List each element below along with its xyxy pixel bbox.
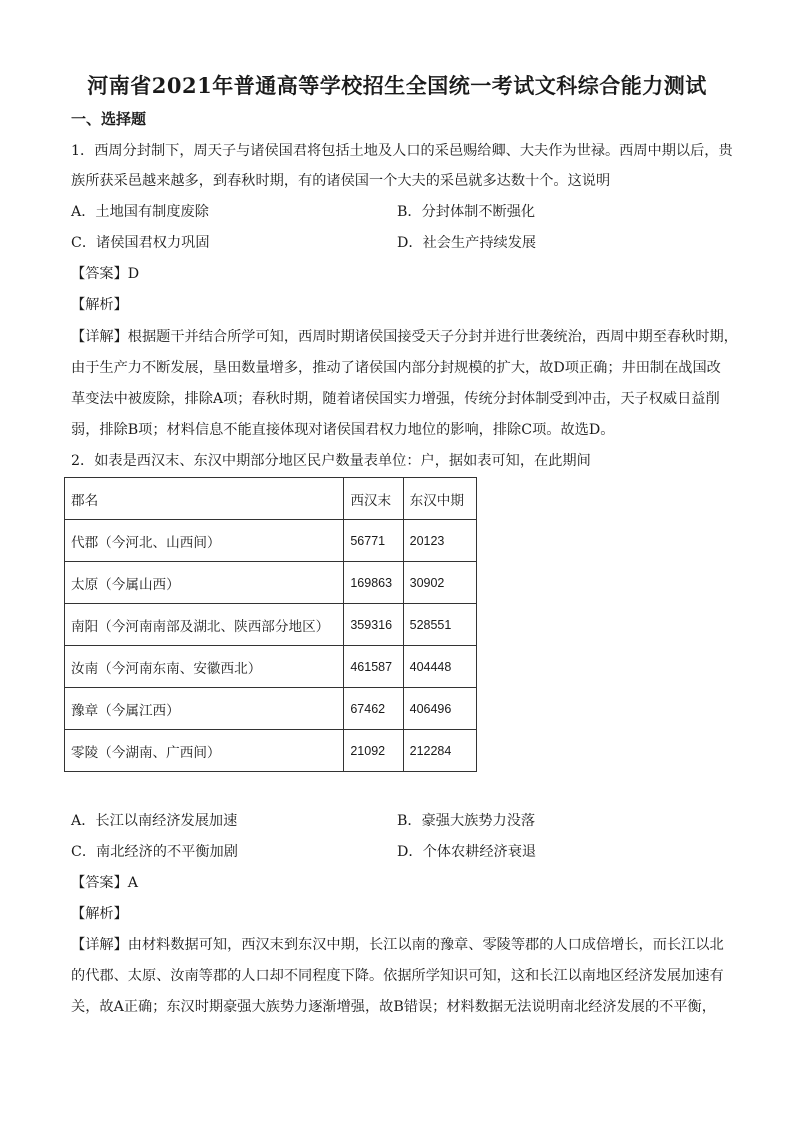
table-header-cell: 郡名 [65, 478, 344, 520]
table-cell: 太原（今属山西） [65, 562, 344, 604]
q1-stem-line-1: 1．西周分封制下，周天子与诸侯国君将包括土地及人口的采邑赐给卿、大夫作为世禄。西周中期以后，贵 [71, 143, 733, 159]
q2-answer: 【答案】A [71, 875, 138, 891]
q1-detail-line-1: 【详解】根据题干并结合所学可知，西周时期诸侯国接受天子分封并进行世袭统治，西周中期至春秋时期， [71, 329, 738, 345]
table-cell: 南阳（今河南南部及湖北、陕西部分地区） [65, 604, 344, 646]
table-cell: 豫章（今属江西） [65, 688, 344, 730]
q2-detail-line-2: 的代郡、太原、汝南等郡的人口却不同程度下降。依据所学知识可知，这和长江以南地区经济发展加速有 [71, 968, 724, 984]
table-cell: 528551 [403, 604, 476, 646]
q1-analysis-label: 【解析】 [71, 297, 128, 313]
table-cell: 169863 [344, 562, 403, 604]
household-table [64, 477, 477, 772]
table-row [65, 520, 477, 562]
q2-option-a: A．长江以南经济发展加速 [71, 813, 238, 829]
table-cell: 20123 [403, 520, 476, 562]
table-cell: 汝南（今河南东南、安徽西北） [65, 646, 344, 688]
table-cell: 代郡（今河北、山西间） [65, 520, 344, 562]
q1-option-b: B．分封体制不断强化 [397, 204, 536, 220]
q1-stem-line-2: 族所获采邑越来越多，到春秋时期，有的诸侯国一个大夫的采邑就多达数十个。这说明 [71, 173, 611, 189]
table-header-cell: 东汉中期 [403, 478, 476, 520]
table-cell: 67462 [344, 688, 403, 730]
q1-detail-line-4: 弱，排除B项；材料信息不能直接体现对诸侯国君权力地位的影响，排除C项。故选D。 [71, 422, 615, 438]
q2-option-c: C．南北经济的不平衡加剧 [71, 844, 238, 860]
table-cell: 461587 [344, 646, 403, 688]
table-row [65, 688, 477, 730]
table-cell: 30902 [403, 562, 476, 604]
table-cell: 406496 [403, 688, 476, 730]
q1-option-d: D．社会生产持续发展 [397, 235, 537, 251]
table-row [65, 562, 477, 604]
table-header-row [65, 478, 477, 520]
q2-stem: 2．如表是西汉末、东汉中期部分地区民户数量表单位：户，据如表可知，在此期间 [71, 453, 591, 469]
q1-detail-line-2: 由于生产力不断发展，垦田数量增多，推动了诸侯国内部分封规模的扩大，故D项正确；井田制在战国改 [71, 360, 721, 376]
table-row [65, 730, 477, 772]
table-cell: 56771 [344, 520, 403, 562]
q2-detail-line-3: 关，故A正确；东汉时期豪强大族势力逐渐增强，故B错误；材料数据无法说明南北经济发展的不平衡， [71, 999, 716, 1015]
q2-option-d: D．个体农耕经济衰退 [397, 844, 537, 860]
table-cell: 21092 [344, 730, 403, 772]
q2-analysis-label: 【解析】 [71, 906, 128, 922]
section-heading: 一、选择题 [71, 110, 147, 128]
q1-option-a: A．土地国有制度废除 [71, 204, 209, 220]
q1-option-c: C．诸侯国君权力巩固 [71, 235, 210, 251]
page-title: 河南省2021年普通高等学校招生全国统一考试文科综合能力测试 [87, 73, 707, 98]
q1-answer: 【答案】D [71, 266, 140, 282]
table-cell: 212284 [403, 730, 476, 772]
table-header-cell: 西汉末 [344, 478, 403, 520]
table-cell: 359316 [344, 604, 403, 646]
table-row [65, 604, 477, 646]
q2-option-b: B．豪强大族势力没落 [397, 813, 536, 829]
table-cell: 404448 [403, 646, 476, 688]
q2-detail-line-1: 【详解】由材料数据可知，西汉末到东汉中期，长江以南的豫章、零陵等郡的人口成倍增长，而长江以北 [71, 937, 724, 953]
table-row [65, 646, 477, 688]
table-cell: 零陵（今湖南、广西间） [65, 730, 344, 772]
q1-detail-line-3: 革变法中被废除，排除A项；春秋时期，随着诸侯国实力增强，传统分封体制受到冲击，天子权威日益削 [71, 391, 720, 407]
